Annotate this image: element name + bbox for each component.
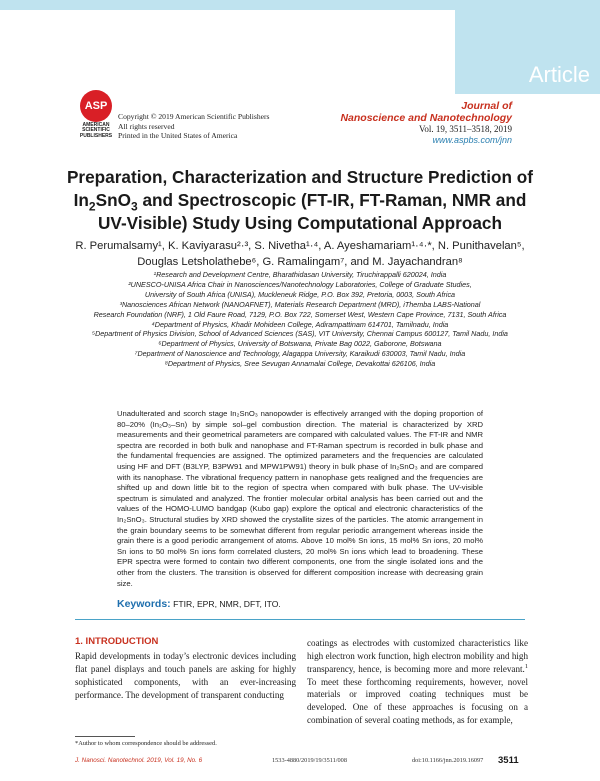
affiliation-line: University of South Africa (UNISA), Muckleneuk Ridge, P.O. Box 392, Pretoria, 0003, South Africa (144, 289, 456, 299)
keywords-text: FTIR, EPR, NMR, DFT, ITO. (173, 599, 281, 609)
article-type-tab (455, 0, 600, 94)
paper-title: Preparation, Characterization and Structure Prediction of $In_2SnO_3$ and Spectroscopic (FT-IR, FT-Raman, NMR and UV-Visible) Study Using Computational Approach (66, 167, 534, 233)
affiliation-line: ³Nanosciences African Network (NANOAFNET), Materials Research Department (MRD), iThemba LABS-National (119, 299, 481, 309)
affiliations (30, 270, 570, 369)
affiliation-line: ⁸Department of Physics, Sree Sevugan Annamalai College, Devakottai 626106, India (164, 359, 436, 369)
keywords (117, 598, 281, 610)
journal-name-line1: Journal of (461, 100, 512, 112)
intro-column-left: Rapid developments in today’s electronic devices including flat panel displays and touch panels are asking for highly sophisticated components, with an ever-increasing performance. The development of transparent conducting (75, 651, 296, 700)
affiliation-line: ²UNESCO-UNISA Africa Chair in Nanosciences/Nanotechnology Laboratories, College of Graduate Studies, (128, 279, 472, 289)
affiliation-line: Research Foundation (NRF), 1 Old Faure Road, 7129, P.O. Box 722, Somerset West, Western Cape Province, 7131, South Africa (93, 309, 507, 319)
footnote: *Author to whom correspondence should be addressed. (75, 740, 217, 747)
footer-doi[interactable]: doi:10.1166/jnn.2019.16097 (412, 757, 484, 764)
affiliation-line: ⁵Department of Physics Division, School of Advanced Sciences (SAS), VIT University, Chennai Campus 600127, Tamil Nadu, India (92, 329, 508, 339)
section-divider (75, 619, 525, 620)
footer-citation: J. Nanosci. Nanotechnol. 2019, Vol. 19, No. 6 (75, 757, 203, 764)
abstract: Unadulterated and scorch stage In₂SnO₃ nanopowder is effectively arranged with the doping proportion of 80–20% (In₂O₃–Sn) by simple sol–gel combustion direction. The material is characterized by XRD measurements and their geometrical parameters are compared with calculated values. The FT-IR and NMR spectra are recorded in both bulk and nanophase and FT-Raman spectrum is recorded in bulk phase and the fundamental frequencies are assigned. The optimized parameters and the frequencies are calculated using HF and DFT (B3LYP, B3PW91 and MPW1PW91) theory in bulk phase of In₂SnO₃ and are compared with its nanophase. The vibrational frequency pattern in nanophase gets realigned and the frequencies are shifted up and down little bit to the region of spectra when compared with bulk phase. The UV-visible spectrum is simulated and analyzed. The frontier molecular orbital analysis has been carried out and the values of the HOMO-LUMO bandgap (Kubo gap) explore the optical and electronic characteristics of the In₂SnO₃. Structural studies by XRD showed the crystallite sizes of the particles. The atomic arrangement in the grain boundary seems to be somewhat different from regular periodic arrangement whereas inside the grain there is a good periodic arrangement of atoms. Above 10 mol% Sn ions, 15 mol% Sn ions, 20 mol% Sn ions to 50 mol% Sn ions form correlated clusters, 20 mol% Sn ions which lead to broadening. These EPR spectra were formed to contain two different components, one from the single isolated ions and the other from the clusters. The transition is observed for different composition increase with decreasing grain size. (117, 409, 483, 588)
publisher-logo (78, 90, 114, 140)
keywords-label: Keywords: (117, 598, 171, 610)
journal-name-line2: Nanoscience and Nanotechnology (340, 112, 512, 124)
asp-logo-icon: ASP (80, 90, 112, 122)
journal-volume: Vol. 19, 3511–3518, 2019 (418, 124, 512, 134)
article-type-label: Article (528, 62, 590, 87)
affiliation-line: ¹Research and Development Centre, Bharathidasan University, Tiruchirappalli 620024, India (153, 270, 447, 279)
journal-url[interactable]: www.aspbs.com/jnn (432, 135, 512, 145)
intro-column-right: coatings as electrodes with customized characteristics like high electron work function, high electron mobility and high transparency, hence, is becoming more and more relevant.$^1$ To meet these forthcoming requirements, however, novel materials or improved coating techniques must be developed. One of these approaches is focusing on a combination of several coating methods, as for example, (307, 638, 528, 726)
author-list: R. Perumalsamy¹, K. Kaviyarasu²·³, S. Nivetha¹·⁴, A. Ayeshamariam¹·⁴·*, N. Punithavelan⁵, Douglas Letsholathebe⁶, G. Ramalingam⁷, and M. Jayachandran⁸ (75, 240, 525, 268)
journal-info (340, 100, 512, 146)
page-number: 3511 (498, 755, 519, 766)
citation-ref[interactable]: 1 (524, 662, 528, 670)
affiliation-line: ⁷Department of Nanoscience and Technology, Alagappa University, Karaikudi 630003, Tamil Nadu, India (134, 349, 466, 359)
footnote-rule (75, 736, 135, 737)
section-heading-introduction: 1. INTRODUCTION (75, 636, 159, 647)
publisher-name: AMERICAN SCIENTIFIC PUBLISHERS (79, 122, 113, 139)
footer-issn: 1533-4880/2019/19/3511/008 (272, 757, 347, 764)
copyright-notice: Copyright © 2019 American Scientific Publishers All rights reserved Printed in the United States of America (118, 112, 270, 140)
affiliation-line: ⁶Department of Physics, University of Botswana, Private Bag 0022, Gaborone, Botswana (158, 339, 442, 349)
affiliation-line: ⁴Department of Physics, Khadir Mohideen College, Adirampattinam 614701, Tamilnadu, India (151, 319, 449, 329)
